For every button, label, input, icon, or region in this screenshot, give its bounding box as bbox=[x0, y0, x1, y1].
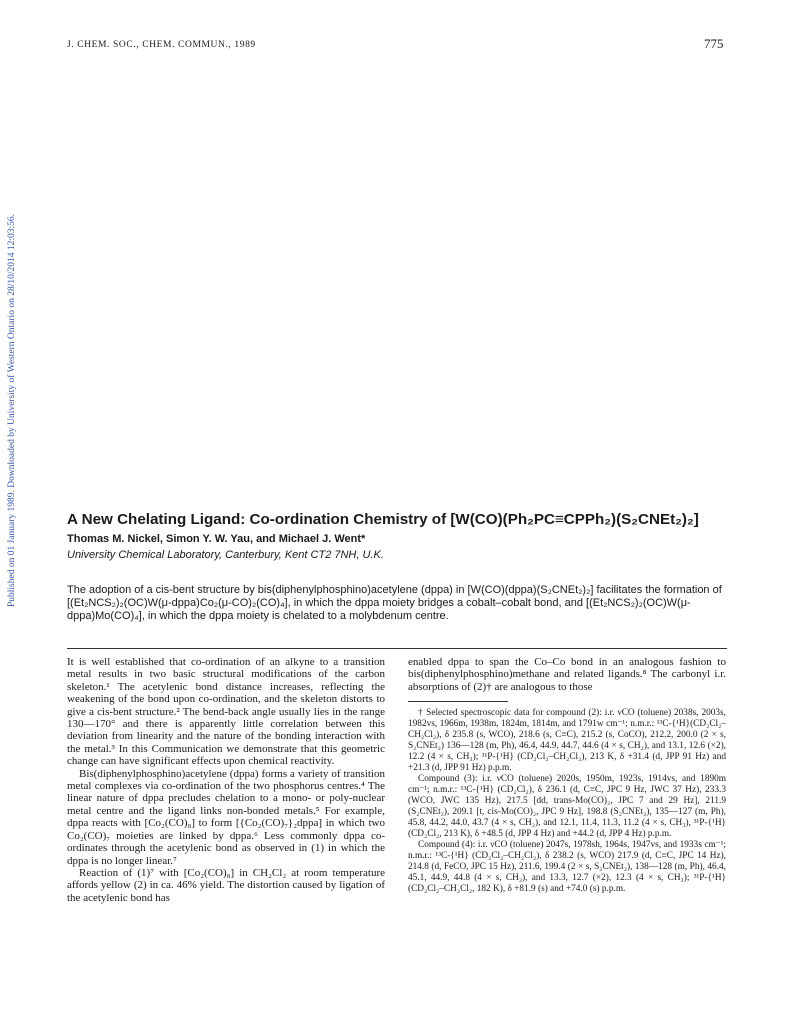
article-title: A New Chelating Ligand: Co-ordination Chemistry of [W(CO)(Ph₂PC≡CPPh₂)(S₂CNEt₂)₂] bbox=[67, 511, 699, 528]
body-paragraph: Reaction of (1)⁷ with [Co₂(CO)₈] in CH₂Cl₂ at room temperature affords yellow (2) in ca. 46% yield. The distortion caused by ligation of the acetylenic bond has bbox=[67, 866, 385, 904]
footnote: Compound (4): i.r. νCO (toluene) 2047s, 1978sh, 1964s, 1947vs, and 1933s cm⁻¹; n.m.r.: ¹³C-{¹H} (CD₂Cl₂–CH₂Cl₂), δ 238.2 (s, WCO) 217.9 (d, C≡C, JPC 14 Hz), 214.8 (d, FeCO, JPC 15 Hz), 211.6, 199.4 (2 × s, S₂CNEt₂), 138—128 (m, Ph), 46.4, 45.1, 44.9, 44.8 (4 × s, CH₂), and 13.3, 12.7 (×2), 12.3 (4 × s, CH₃); ³¹P-{¹H} (CD₂Cl₂–CH₂Cl₂, 182 K), δ +81.9 (s) and +74.0 (s) p.p.m. bbox=[408, 840, 726, 895]
footnotes bbox=[408, 708, 726, 895]
footnote: Compound (3): i.r. νCO (toluene) 2020s, 1950m, 1923s, 1914vs, and 1890m cm⁻¹; n.m.r.: ¹³C-{¹H} (CD₂Cl₂), δ 236.1 (d, C≡C, JPC 9 Hz, JWC 37 Hz), 233.3 (WCO, JWC 135 Hz), 217.5 [dd, trans-Mo(CO)₂, JPC 7 and 29 Hz], 211.9 (S₂CNEt₂), 209.1 [t, cis-Mo(CO)₂, JPC 9 Hz], 198.8 (S₂CNEt₂), 135—127 (m, Ph), 45.8, 44.2, 44.0, 43.7 (4 × s, CH₂), and 12.1, 11.4, 11.3, 11.2 (4 × s, CH₃), ³¹P-{¹H}(CD₂Cl₂, 213 K), δ +48.5 (d, JPP 4 Hz) and +44.2 (d, JPP 4 Hz) p.p.m. bbox=[408, 774, 726, 840]
body-column-left bbox=[67, 656, 385, 904]
abstract-divider bbox=[67, 648, 727, 649]
page-number: 775 bbox=[704, 36, 724, 51]
body-paragraph: It is well established that co-ordination of an alkyne to a transition metal results in two basic structural modifications of the carbon skeleton.¹ The acetylenic bond distance increases, reflecting the weakening of the bond upon co-ordination, and the skeleton distorts to give a cis-bent structure.² The bend-back angle usually lies in the range 130—170° and there is apparently little correlation between this deviation from linearity and the nature of the bonding interaction with the metal.³ In this Communication we demonstrate that this geometric change can have significant effects upon chemical reactivity. bbox=[67, 656, 385, 768]
provenance-note[interactable] bbox=[6, 200, 18, 620]
abstract: The adoption of a cis-bent structure by bis(diphenylphosphino)acetylene (dppa) in [W(CO)(dppa)(S₂CNEt₂)₂] facilitates the formation of [(Et₂NCS₂)₂(OC)W(μ-dppa)Co₂(μ-CO)₂(CO)₄], in which the dppa moiety bridges a cobalt–cobalt bond, and [(Et₂NCS₂)₂(OC)W(μ-dppa)Mo(CO)₄], in which the dppa moiety is chelated to a molybdenum centre. bbox=[67, 584, 722, 623]
body-column-right bbox=[408, 656, 726, 895]
provenance-text: Published on 01 January 1989. Downloaded by University of Western Ontario on 28/10/2014 12:03:56. bbox=[7, 213, 17, 607]
body-paragraph: Bis(diphenylphosphino)acetylene (dppa) forms a variety of transition metal complexes via co-ordination of the two phosphorus centres.⁴ The linear nature of dppa precludes chelation to a mono- or poly-nuclear metal centre and the ligand links non-bonded metals.⁵ For example, dppa reacts with [Co₂(CO)₈] to form [{Co₂(CO)₇}₂dppa] in which two Co₂(CO)₇ moieties are linked by dppa.⁶ Less commonly dppa co-ordinates through the acetylenic bond as observed in (1) in which the dppa is no longer linear.⁷ bbox=[67, 767, 385, 867]
footnote: † Selected spectroscopic data for compound (2): i.r. νCO (toluene) 2038s, 2003s, 1982vs, 1966m, 1938m, 1824m, 1814m, and 1791w cm⁻¹; n.m.r.: ¹³C-{¹H}(CD₂Cl₂–CH₂Cl₂), δ 235.8 (s, WCO), 218.6 (s, C≡C), 215.2 (s, CoCO), 212.2, 200.0 (2 × s, S₂CNEt₂) 136—128 (m, Ph), 46.4, 44.9, 44.7, 44.6 (4 × s, CH₂), and 13.1, 12.6 (×2), 12.2 (4 × s, CH₃); ³¹P-{¹H} (CD₂Cl₂–CH₂Cl₂), 213 K, δ +31.4 (d, JPP 91 Hz) and +21.3 (d, JPP 91 Hz) p.p.m. bbox=[408, 708, 726, 774]
body-paragraph: enabled dppa to span the Co–Co bond in an analogous fashion to bis(diphenylphosphino)methane and related ligands.⁸ The carbonyl i.r. absorptions of (2)† are analogous to those bbox=[408, 656, 726, 693]
journal-header: J. CHEM. SOC., CHEM. COMMUN., 1989 bbox=[67, 40, 256, 50]
affiliation: University Chemical Laboratory, Canterbury, Kent CT2 7NH, U.K. bbox=[67, 549, 384, 561]
footnote-divider bbox=[408, 701, 508, 702]
author-list: Thomas M. Nickel, Simon Y. W. Yau, and Michael J. Went* bbox=[67, 533, 366, 545]
